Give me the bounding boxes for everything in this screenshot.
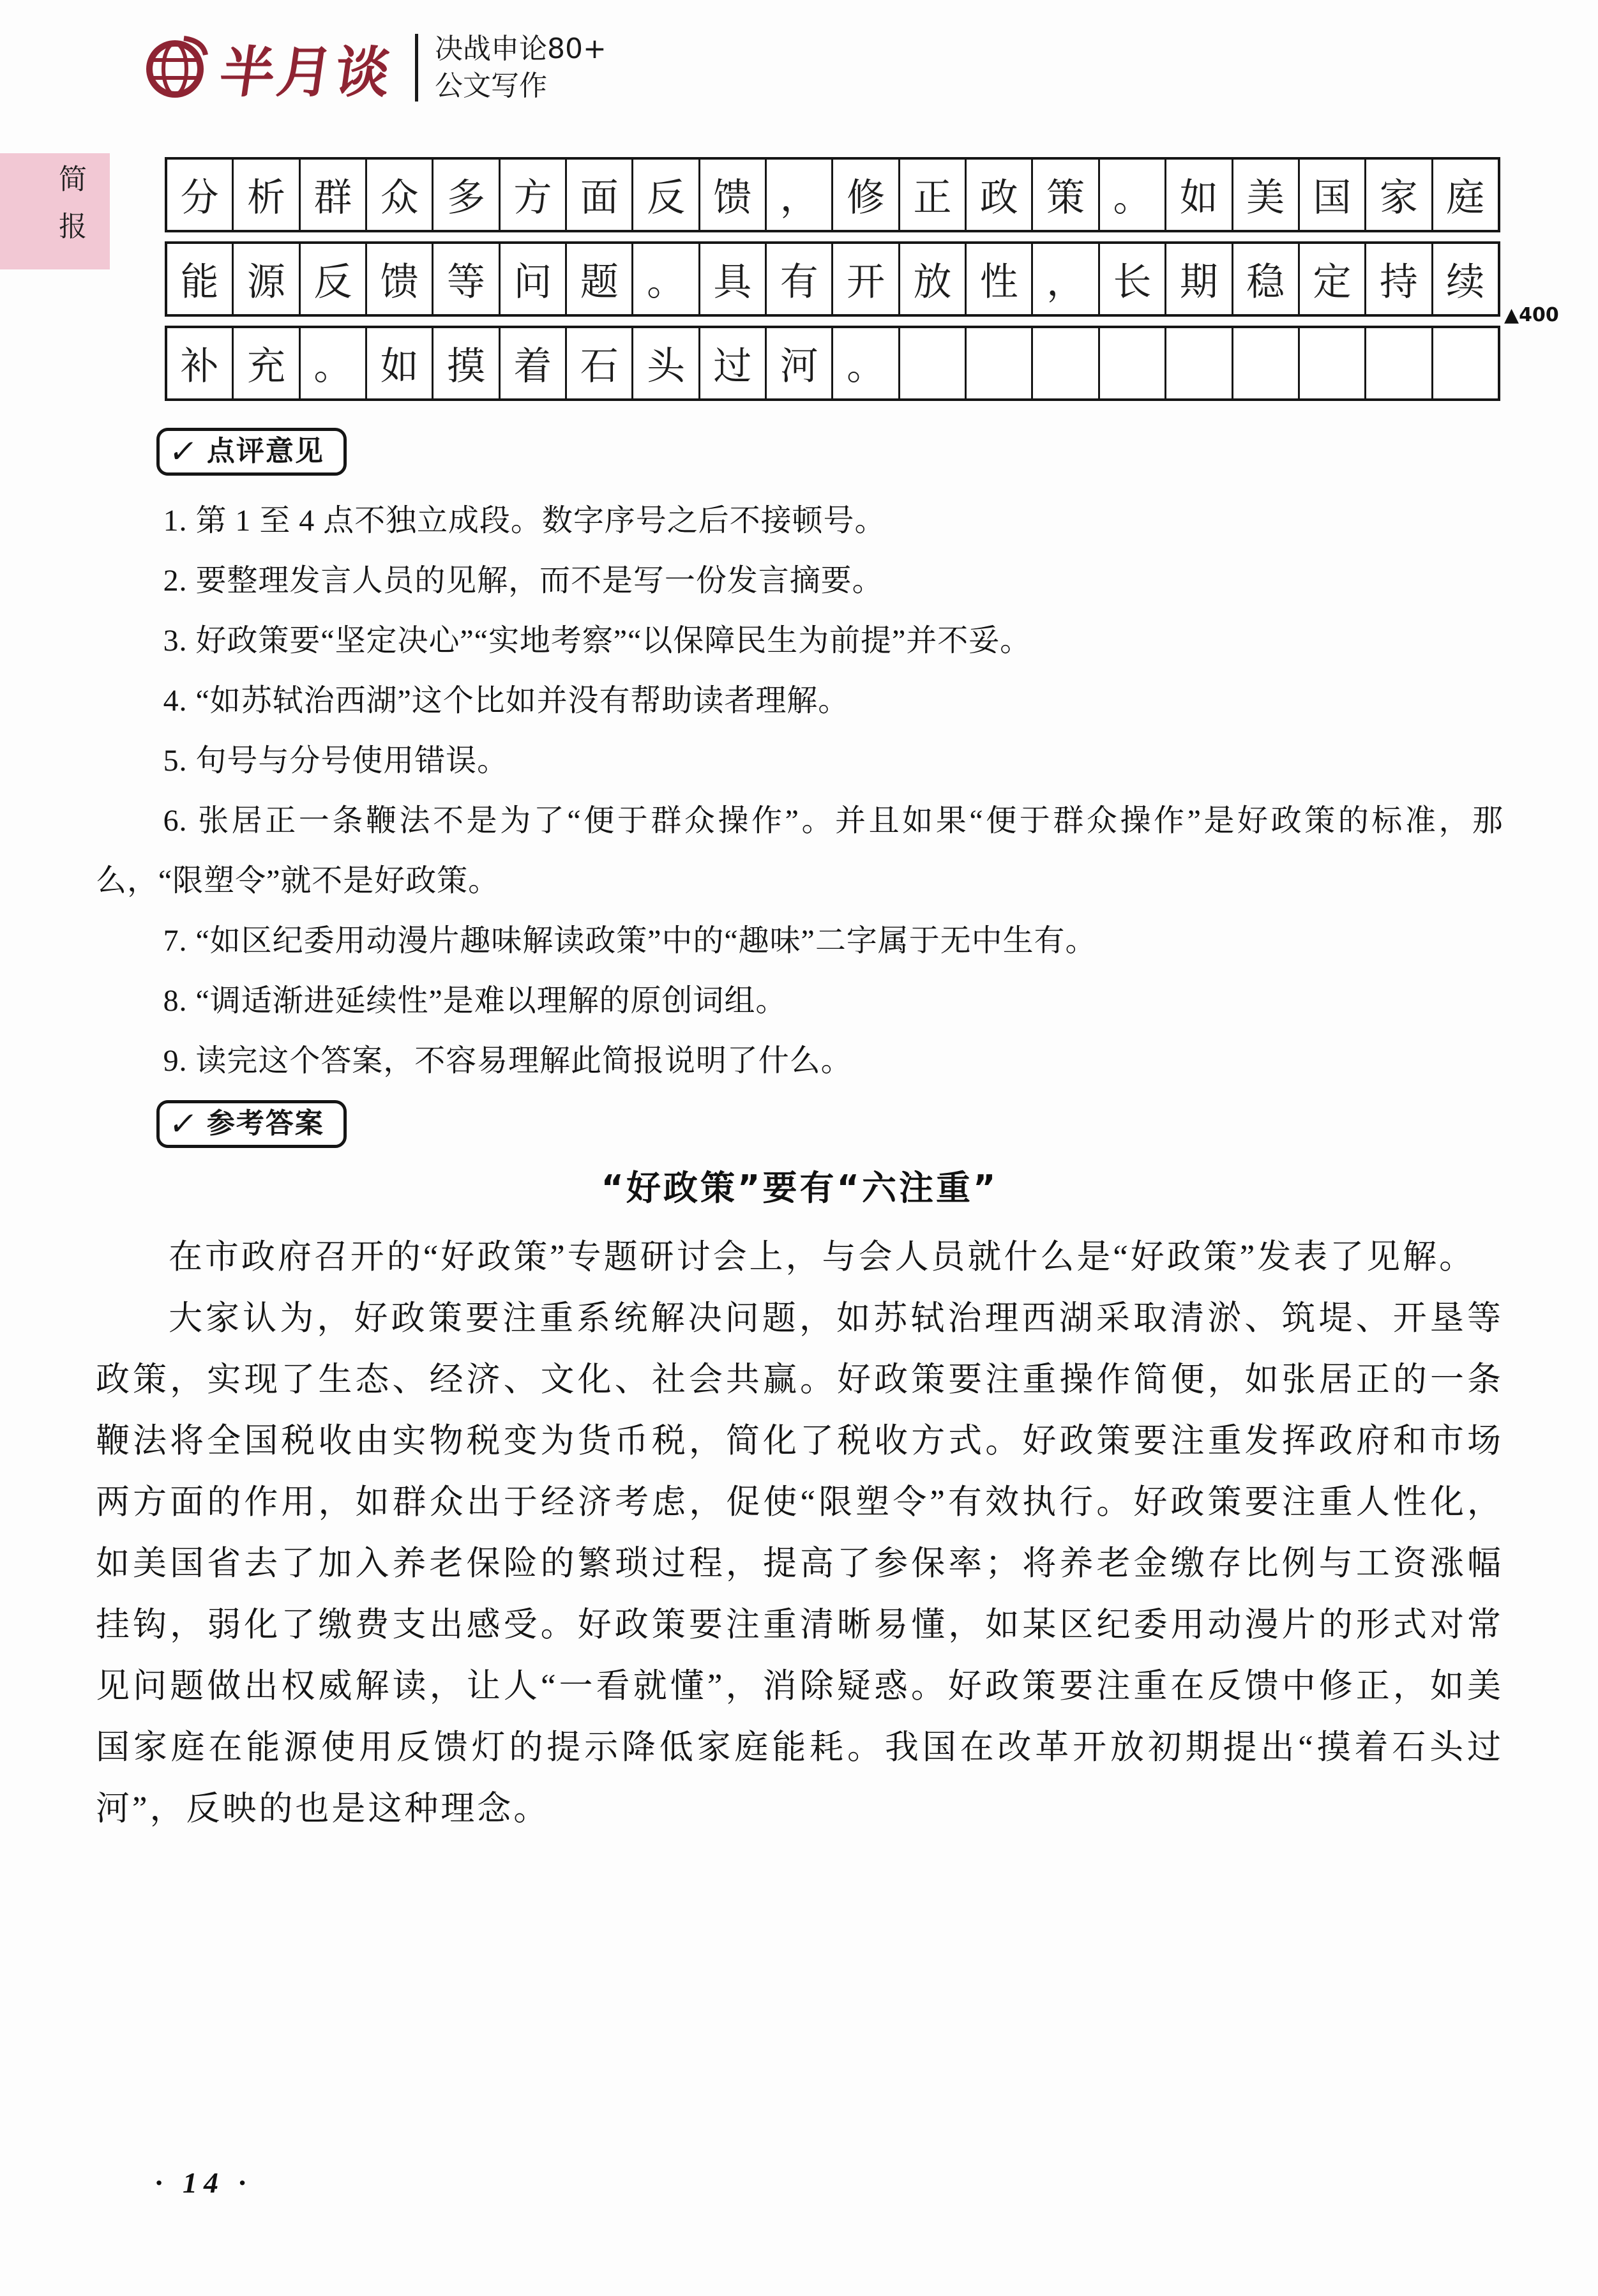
grid-cell: 馈 bbox=[365, 244, 432, 314]
grid-cell: 持 bbox=[1364, 244, 1431, 314]
grid-cell bbox=[898, 328, 965, 398]
grid-cell bbox=[1364, 328, 1431, 398]
comments-heading-label: 点评意见 bbox=[206, 435, 324, 467]
grid-cell: 。 bbox=[831, 328, 898, 398]
grid-cell: 美 bbox=[1232, 160, 1298, 230]
grid-cell: 充 bbox=[232, 328, 298, 398]
word-count-marker: ▲400 bbox=[1504, 304, 1559, 326]
page-content bbox=[96, 157, 1559, 1839]
grid-cell: 性 bbox=[965, 244, 1031, 314]
header-divider bbox=[415, 34, 418, 102]
grid-cell: ， bbox=[1031, 244, 1097, 314]
comment-item: 3. 好政策要“坚定决心”“实地考察”“以保障民生为前提”并不妥。 bbox=[163, 623, 1032, 658]
side-tab-jianbao bbox=[0, 153, 110, 269]
grid-cell: 众 bbox=[365, 160, 432, 230]
comment-item: 7. “如区纪委用动漫片趣味解读政策”中的“趣味”二字属于无中生有。 bbox=[163, 923, 1097, 958]
comments-list bbox=[96, 491, 1504, 1091]
comment-item: 6. 张居正一条鞭法不是为了“便于群众操作”。并且如果“便于群众操作”是好政策的标准，那么，“限塑令”就不是好政策。 bbox=[96, 803, 1504, 898]
header-titles bbox=[435, 33, 607, 102]
brand-name: 半月谈 bbox=[215, 41, 397, 105]
grid-cell: 等 bbox=[432, 244, 498, 314]
grid-cell: 能 bbox=[180, 260, 219, 305]
grid-cell: 着 bbox=[499, 328, 565, 398]
comment-item: 8. “调适渐进延续性”是难以理解的原创词组。 bbox=[163, 983, 787, 1018]
comment-item: 9. 读完这个答案，不容易理解此简报说明了什么。 bbox=[163, 1043, 852, 1078]
answer-body bbox=[96, 1227, 1504, 1839]
essay-paragraph: 在市政府召开的“好政策”专题研讨会上，与会人员就什么是“好政策”发表了见解。 bbox=[168, 1238, 1476, 1276]
grid-cell: 多 bbox=[432, 160, 498, 230]
answer-grid bbox=[165, 157, 1559, 401]
grid-cell bbox=[1431, 328, 1498, 398]
page-header bbox=[144, 24, 1598, 111]
grid-cell: 续 bbox=[1431, 244, 1498, 314]
grid-cell bbox=[1031, 328, 1097, 398]
grid-cell: 题 bbox=[565, 244, 631, 314]
grid-row bbox=[165, 157, 1500, 232]
answer-heading-label: 参考答案 bbox=[206, 1106, 324, 1140]
grid-cell: 。 bbox=[1098, 160, 1165, 230]
grid-cell bbox=[1298, 328, 1364, 398]
side-tab-label: 简报 bbox=[54, 164, 86, 259]
page-number: · 14 · bbox=[155, 2166, 252, 2199]
grid-cell: 开 bbox=[831, 244, 898, 314]
grid-cell: 河 bbox=[765, 328, 831, 398]
grid-cell: 面 bbox=[565, 160, 631, 230]
grid-cell: 修 bbox=[831, 160, 898, 230]
grid-cell bbox=[1165, 328, 1231, 398]
grid-cell bbox=[1098, 328, 1165, 398]
essay-title: “好政策”要有“六注重” bbox=[601, 1167, 999, 1208]
comment-item: 2. 要整理发言人员的见解，而不是写一份发言摘要。 bbox=[163, 563, 884, 598]
grid-cell: 。 bbox=[299, 328, 365, 398]
grid-cell: 反 bbox=[631, 160, 698, 230]
grid-cell: 石 bbox=[565, 328, 631, 398]
comment-item: 4. “如苏轼治西湖”这个比如并没有帮助读者理解。 bbox=[163, 683, 850, 718]
series-title: 决战申论80+ bbox=[435, 33, 607, 65]
comments-heading-box bbox=[156, 428, 347, 476]
essay-paragraph: 大家认为，好政策要注重系统解决问题，如苏轼治理西湖采取清淤、筑堤、开垦等政策，实现了生态、经济、文化、社会共赢。好政策要注重操作简便，如张居正的一条鞭法将全国税收由实物税变为货币税，简化了税收方式。好政策要注重发挥政府和市场两方面的作用，如群众出于经济考虑，促使“限塑令”有效执行。好政策要注重人性化，如美国省去了加入养老保险的繁琐过程，提高了参保率；将养老金缴存比例与工资涨幅挂钩，弱化了缴费支出感受。好政策要注重清晰易懂，如某区纪委用动漫片的形式对常见问题做出权威解读，让人“一看就懂”，消除疑惑。好政策要注重在反馈中修正，如美国家庭在能源使用反馈灯的提示降低家庭能耗。我国在改革开放初期提出“摸着石头过河”，反映的也是这种理念。 bbox=[96, 1299, 1504, 1827]
grid-cell bbox=[965, 328, 1031, 398]
grid-cell: 馈 bbox=[698, 160, 765, 230]
grid-cell: 国 bbox=[1298, 160, 1364, 230]
grid-cell: 如 bbox=[365, 328, 432, 398]
grid-cell: 过 bbox=[698, 328, 765, 398]
grid-cell: 摸 bbox=[432, 328, 498, 398]
grid-cell: 定 bbox=[1298, 244, 1364, 314]
grid-cell: 稳 bbox=[1232, 244, 1298, 314]
grid-cell: ， bbox=[765, 160, 831, 230]
grid-row bbox=[165, 241, 1500, 317]
grid-cell: 放 bbox=[898, 244, 965, 314]
grid-cell: 具 bbox=[698, 244, 765, 314]
grid-cell: 。 bbox=[631, 244, 698, 314]
grid-cell: 源 bbox=[232, 244, 298, 314]
grid-cell: 正 bbox=[898, 160, 965, 230]
grid-cell: 政 bbox=[965, 160, 1031, 230]
grid-cell: 家 bbox=[1364, 160, 1431, 230]
grid-cell: 长 bbox=[1098, 244, 1165, 314]
grid-cell: 分 bbox=[180, 176, 219, 220]
grid-cell: 庭 bbox=[1431, 160, 1498, 230]
grid-cell: 问 bbox=[499, 244, 565, 314]
comment-item: 5. 句号与分号使用错误。 bbox=[163, 743, 509, 778]
globe-logo-icon bbox=[144, 33, 211, 103]
grid-cell: 析 bbox=[232, 160, 298, 230]
check-icon: ✓ bbox=[166, 1105, 200, 1143]
brand-lockup bbox=[144, 28, 397, 107]
grid-cell bbox=[1232, 328, 1298, 398]
grid-cell: 期 bbox=[1165, 244, 1231, 314]
grid-cell: 补 bbox=[180, 344, 219, 389]
answer-heading-box bbox=[156, 1100, 347, 1148]
grid-cell: 反 bbox=[299, 244, 365, 314]
grid-cell: 策 bbox=[1031, 160, 1097, 230]
series-subtitle: 公文写作 bbox=[435, 70, 547, 102]
grid-cell: 方 bbox=[499, 160, 565, 230]
grid-cell: 有 bbox=[765, 244, 831, 314]
grid-row bbox=[165, 326, 1500, 401]
grid-cell: 群 bbox=[299, 160, 365, 230]
grid-cell: 如 bbox=[1165, 160, 1231, 230]
grid-cell: 头 bbox=[631, 328, 698, 398]
check-icon: ✓ bbox=[166, 433, 200, 471]
comment-item: 1. 第 1 至 4 点不独立成段。数字序号之后不接顿号。 bbox=[163, 503, 886, 538]
